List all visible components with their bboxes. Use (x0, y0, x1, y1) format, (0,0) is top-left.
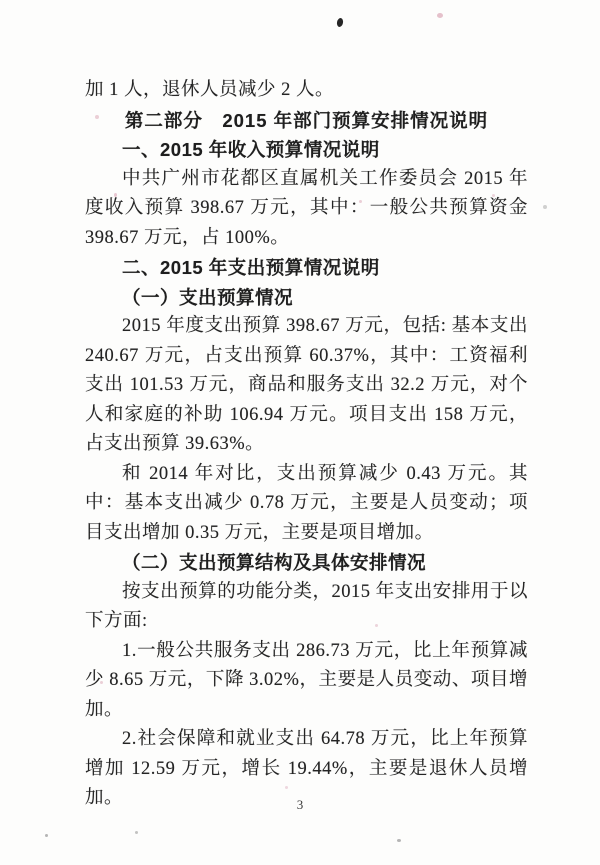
scan-speck (397, 839, 401, 842)
section-heading-income: 一、2015 年收入预算情况说明 (122, 139, 380, 160)
scan-speck (543, 205, 547, 209)
document-body (85, 76, 528, 814)
expenditure-budget-paragraph: 2015 年度支出预算 398.67 万元，包括: 基本支出 240.67 万元，占支出预算 60.37%，其中：工资福利支出 101.53 万元，商品和服务支出 32.2 万元，对个人和家庭的补助 106.94 万元。项目支出 158 万元，占支出预算 39.63%。 (85, 316, 528, 454)
general-public-service-paragraph: 1.一般公共服务支出 286.73 万元，比上年预算减少 8.65 万元，下降 3.02%，主要是人员变动、项目增加。 (85, 640, 528, 720)
ink-dot-artifact (336, 17, 344, 27)
social-security-paragraph: 2.社会保障和就业支出 64.78 万元，比上年预算增加 12.59 万元，增长 19.44%，主要是退休人员增加。 (85, 729, 528, 808)
part-two-heading: 第二部分 2015 年部门预算安排情况说明 (124, 109, 489, 131)
page-number: 3 (296, 797, 304, 812)
section-heading-expenditure: 二、2015 年支出预算情况说明 (122, 257, 380, 278)
income-budget-paragraph: 中共广州市花都区直属机关工作委员会 2015 年度收入预算 398.67 万元，其中：一般公共预算资金 398.67 万元，占 100%。 (85, 168, 528, 248)
scan-speck (45, 834, 48, 837)
scan-speck (437, 13, 443, 18)
sub-heading-expenditure-overview: （一）支出预算情况 (122, 286, 294, 308)
continuation-line: 加 1 人，退休人员减少 2 人。 (85, 80, 335, 100)
functional-classification-paragraph: 按支出预算的功能分类，2015 年支出安排用于以下方面: (85, 581, 528, 631)
sub-heading-expenditure-structure: （二）支出预算结构及具体安排情况 (122, 552, 427, 573)
comparison-2014-paragraph: 和 2014 年对比，支出预算减少 0.43 万元。其中：基本支出减少 0.78 万元，主要是人员变动；项目支出增加 0.35 万元，主要是项目增加。 (85, 463, 528, 543)
scan-speck (135, 831, 138, 834)
